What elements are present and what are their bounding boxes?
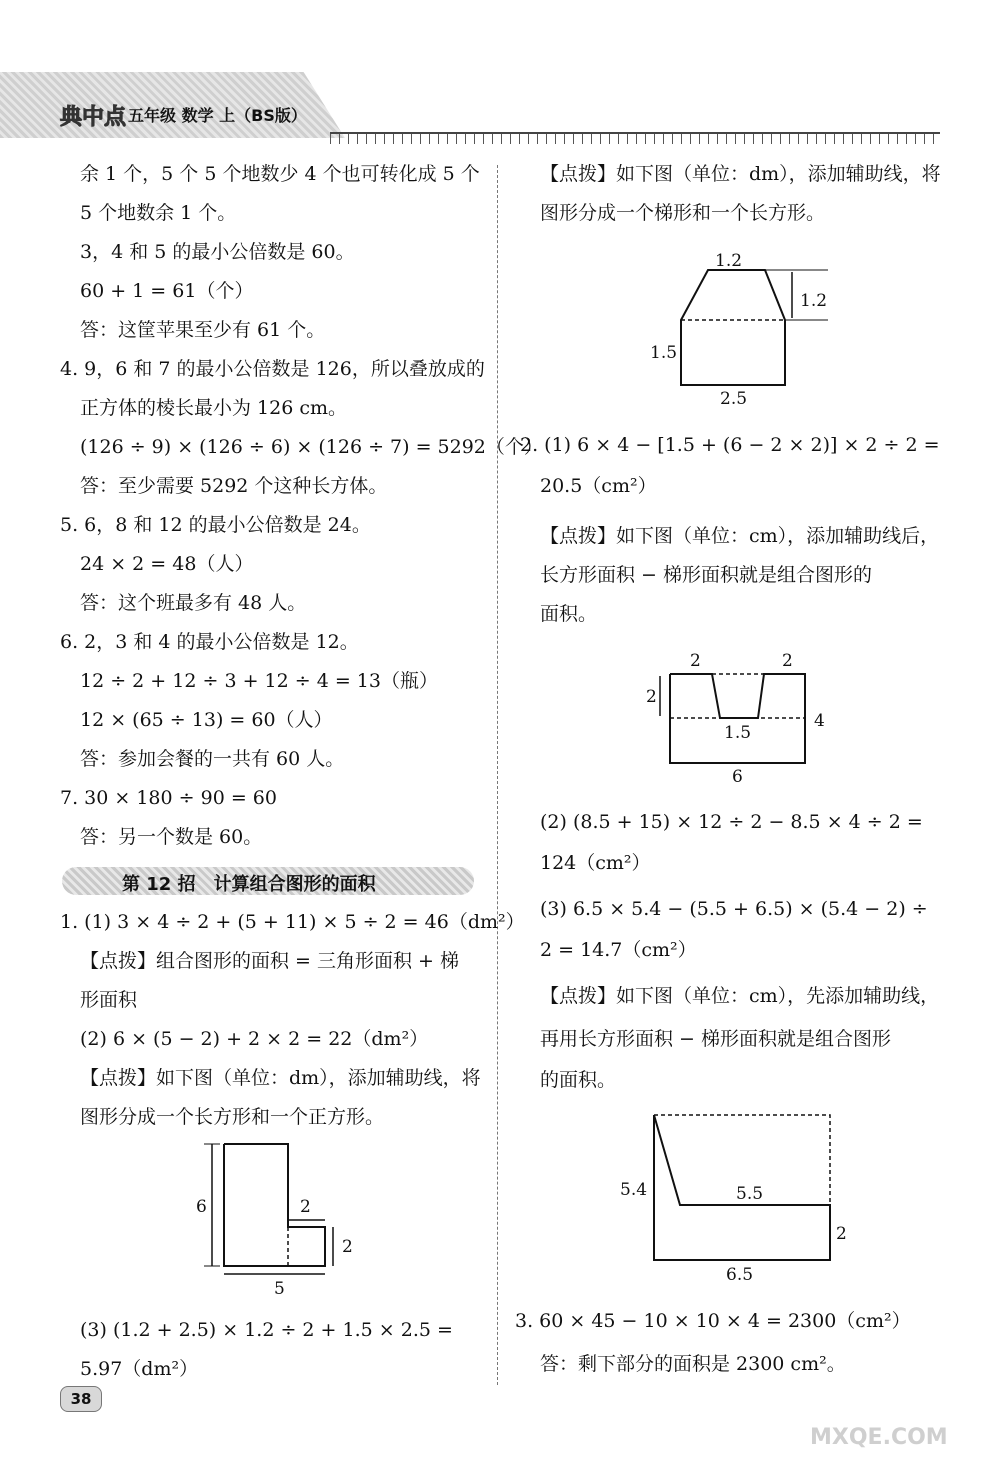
label-width: 5 xyxy=(274,1279,285,1299)
text-line: 20.5（cm²） xyxy=(540,475,657,497)
text-line: 24 × 2 = 48（人） xyxy=(80,553,254,575)
text-line: 面积。 xyxy=(540,603,598,625)
figure-l-shape xyxy=(190,1140,370,1300)
text-line: 【点拨】组合图形的面积 = 三角形面积 + 梯 xyxy=(80,950,459,972)
label-mid: 5.5 xyxy=(736,1184,764,1204)
text-line: (126 ÷ 9) × (126 ÷ 6) × (126 ÷ 7) = 5292（个） xyxy=(80,436,543,458)
text-line: 124（cm²） xyxy=(540,852,651,874)
text-line: (2) (8.5 + 15) × 12 ÷ 2 − 8.5 × 4 ÷ 2 = xyxy=(540,811,923,833)
text-line: 图形分成一个梯形和一个长方形。 xyxy=(540,202,826,224)
label-height: 6 xyxy=(196,1197,207,1217)
column-divider xyxy=(497,165,498,1385)
text-line: 3. 60 × 45 − 10 × 10 × 4 = 2300（cm²） xyxy=(515,1310,911,1332)
label-sq-h: 2 xyxy=(342,1237,353,1257)
label-depth: 2 xyxy=(646,687,657,707)
text-line: (3) (1.2 + 2.5) × 1.2 ÷ 2 + 1.5 × 2.5 = xyxy=(80,1319,453,1341)
label-rise: 1.2 xyxy=(800,291,828,311)
text-line: 6. 2，3 和 4 的最小公倍数是 12。 xyxy=(60,631,359,653)
label-top: 1.2 xyxy=(715,251,743,271)
text-line: 12 ÷ 2 + 12 ÷ 3 + 12 ÷ 4 = 13（瓶） xyxy=(80,670,438,692)
figure-notched-rect xyxy=(640,648,840,788)
text-line: 答：至少需要 5292 个这种长方体。 xyxy=(80,475,388,497)
watermark: MXQE.COM xyxy=(810,1425,948,1450)
text-line: 2 = 14.7（cm²） xyxy=(540,939,697,961)
figure-sloped xyxy=(610,1105,870,1285)
text-line: 形面积 xyxy=(80,989,138,1011)
label-right: 2 xyxy=(782,651,793,671)
text-line: 答：这筐苹果至少有 61 个。 xyxy=(80,319,326,341)
brand-logo: 典中点 xyxy=(60,105,127,130)
text-line: 3，4 和 5 的最小公倍数是 60。 xyxy=(80,241,355,263)
text-line: 7. 30 × 180 ÷ 90 = 60 xyxy=(60,787,277,809)
label-side: 2 xyxy=(836,1224,847,1244)
label-sq-w: 2 xyxy=(300,1197,311,1217)
text-line: 【点拨】如下图（单位：cm），添加辅助线后， xyxy=(540,525,940,547)
text-line: 5 个地数余 1 个。 xyxy=(80,202,237,224)
label-base: 6 xyxy=(732,767,743,787)
label-base: 6.5 xyxy=(726,1265,754,1285)
text-line: 【点拨】如下图（单位：dm），添加辅助线，将 xyxy=(80,1067,481,1089)
text-line: 5. 6，8 和 12 的最小公倍数是 24。 xyxy=(60,514,371,536)
text-line: 图形分成一个长方形和一个正方形。 xyxy=(80,1106,385,1128)
text-line: 再用长方形面积 − 梯形面积就是组合图形 xyxy=(540,1028,892,1050)
figure-trapezoid-rect xyxy=(640,248,840,408)
label-left: 2 xyxy=(690,651,701,671)
text-line: 5.97（dm²） xyxy=(80,1358,199,1380)
text-line: (2) 6 × (5 − 2) + 2 × 2 = 22（dm²） xyxy=(80,1028,429,1050)
label-base: 2.5 xyxy=(720,389,748,409)
text-line: 长方形面积 − 梯形面积就是组合图形的 xyxy=(540,564,872,586)
section-title: 第 12 招 计算组合图形的面积 xyxy=(122,874,376,895)
book-title: 五年级 数学 上（BS版） xyxy=(128,106,307,125)
text-line: 2. (1) 6 × 4 − [1.5 + (6 − 2 × 2)] × 2 ÷ 2 = xyxy=(520,434,940,456)
trap-outline xyxy=(681,270,785,385)
text-line: 答：剩下部分的面积是 2300 cm²。 xyxy=(540,1353,846,1375)
text-line: 60 + 1 = 61（个） xyxy=(80,280,254,302)
text-line: 【点拨】如下图（单位：cm），先添加辅助线， xyxy=(540,985,940,1007)
label-height: 5.4 xyxy=(620,1180,648,1200)
label-side: 4 xyxy=(814,711,825,731)
header-ruler xyxy=(330,132,940,144)
label-gap: 1.5 xyxy=(724,723,752,743)
label-side: 1.5 xyxy=(650,343,678,363)
text-line: (3) 6.5 × 5.4 − (5.5 + 6.5) × (5.4 − 2) ÷ xyxy=(540,898,928,920)
page-number: 38 xyxy=(60,1386,102,1412)
text-line: 正方体的棱长最小为 126 cm。 xyxy=(80,397,348,419)
text-line: 答：参加会餐的一共有 60 人。 xyxy=(80,748,345,770)
text-line: 12 × (65 ÷ 13) = 60（人） xyxy=(80,709,333,731)
text-line: 的面积。 xyxy=(540,1069,617,1091)
text-line: 余 1 个，5 个 5 个地数少 4 个也可转化成 5 个 xyxy=(80,163,480,185)
text-line: 1. (1) 3 × 4 ÷ 2 + (5 + 11) × 5 ÷ 2 = 46（dm²） xyxy=(60,911,525,933)
text-line: 答：这个班最多有 48 人。 xyxy=(80,592,307,614)
text-line: 4. 9，6 和 7 的最小公倍数是 126，所以叠放成的 xyxy=(60,358,485,380)
text-line: 【点拨】如下图（单位：dm），添加辅助线，将 xyxy=(540,163,941,185)
text-line: 答：另一个数是 60。 xyxy=(80,826,263,848)
